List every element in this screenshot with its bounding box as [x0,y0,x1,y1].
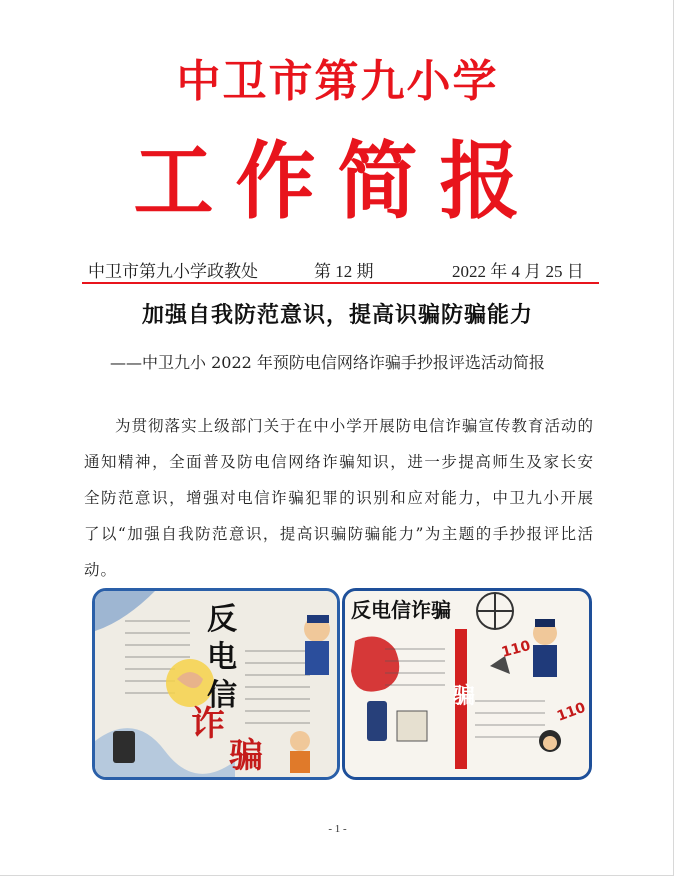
issue-number: 第 12 期 [314,262,374,281]
poster-illustration-right [345,591,589,777]
poster-left-char-2: 电 [207,640,237,675]
poster-left-char-1: 反 [207,602,237,637]
poster-right-callout-1: 110 [499,637,533,661]
poster-photo-right [342,588,592,780]
poster-left-char-5: 骗 [229,736,263,776]
poster-photo-left [92,588,340,780]
page-number: - 1 - [328,823,347,835]
school-name: 中卫市第九小学 [176,56,499,107]
poster-right-callout-2: 110 [554,699,588,725]
poster-left-char-4: 诈 [191,704,225,744]
article-subtitle: ——中卫九小 2022 年预防电信网络诈骗手抄报评选活动简报 [110,353,545,372]
poster-right-side-char: 骗 [453,684,476,709]
poster-photos [92,588,592,780]
department-name: 中卫市第九小学政教处 [88,262,258,281]
header-divider [82,282,599,284]
bulletin-title: 工作简报 [133,132,542,231]
article-body: 为贯彻落实上级部门关于在中小学开展防电信诈骗宣传教育活动的通知精神，全面普及防电信网络诈骗知识，进一步提高师生及家长安全防范意识，增强对电信诈骗犯罪的识别和应对能力，中卫九小开展了以“加强自我防范意识，提高识骗防骗能力”为主题的手抄报评比活动。 [84,417,594,579]
poster-right-heading: 反电信诈骗 [351,598,451,622]
poster-illustration-left [95,591,337,777]
issue-date: 2022 年 4 月 25 日 [452,262,584,281]
article-title: 加强自我防范意识，提高识骗防骗能力 [141,302,533,328]
poster-left-char-3: 信 [207,678,237,713]
